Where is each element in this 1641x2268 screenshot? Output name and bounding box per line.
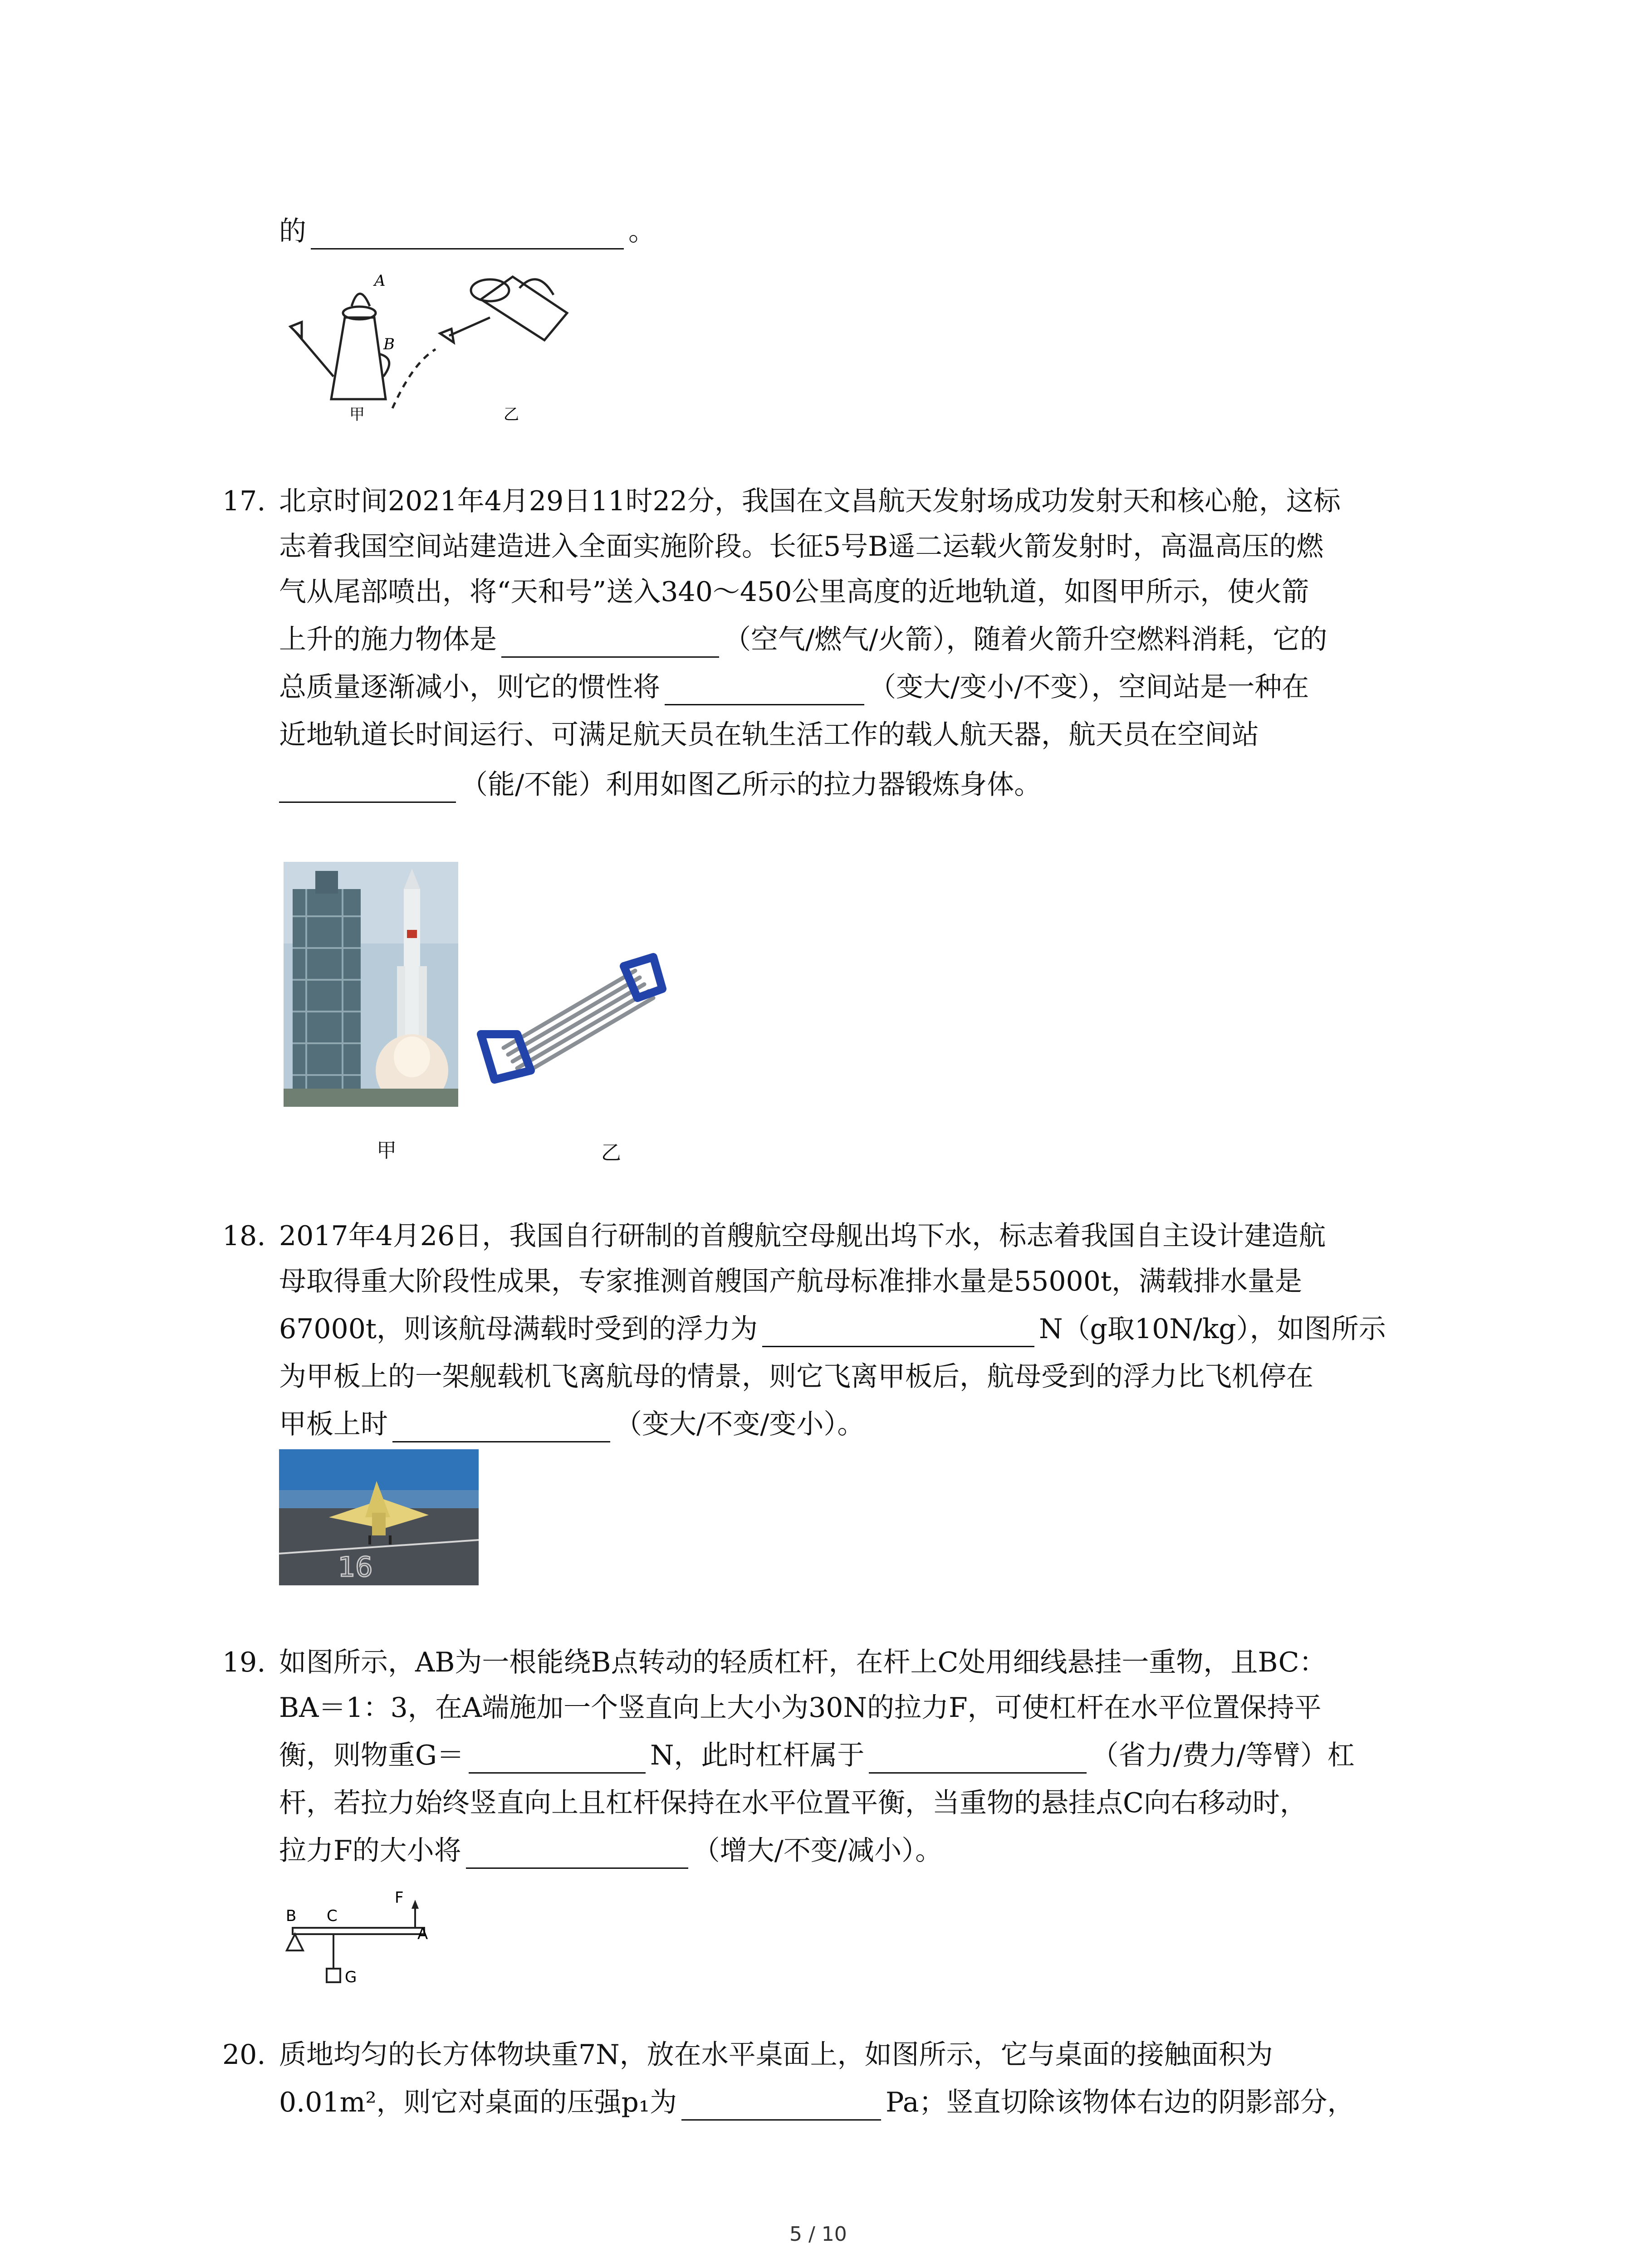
q17-number: 17. <box>222 485 266 517</box>
q19-line-2: BA＝1：3，在A端施加一个竖直向上大小为30N的拉力F，可使杠杆在水平位置保持平 <box>279 1692 1322 1724</box>
q16-tail-line <box>279 213 656 249</box>
q17-line-2: 志着我国空间站建造进入全面实施阶段。长征5号B遥二运载火箭发射时，高温高压的燃 <box>279 531 1324 562</box>
q18-line-5-b: （变大/不变/变小）。 <box>615 1408 865 1440</box>
q18-line-3-b: N（g取10N/kg），如图所示 <box>1038 1313 1386 1345</box>
q16-label-jia: 甲 <box>349 406 365 424</box>
q19-line-4: 杆，若拉力始终竖直向上且杠杆保持在水平位置平衡，当重物的悬挂点C向右移动时， <box>279 1787 1307 1819</box>
q20-line-1: 质地均匀的长方体物块重7N，放在水平桌面上，如图所示，它与桌面的接触面积为 <box>279 2039 1273 2071</box>
q17-blank-1[interactable] <box>501 628 719 658</box>
q19-line-5 <box>279 1833 942 1869</box>
q19-lever-diagram <box>281 1882 445 1987</box>
q17-line-4-b: （空气/燃气/火箭），随着火箭升空燃料消耗，它的 <box>724 624 1327 655</box>
q20-line-2 <box>279 2084 1354 2121</box>
q19-number: 19. <box>222 1647 266 1678</box>
q18-line-2: 母取得重大阶段性成果，专家推测首艘国产航母标准排水量是55000t，满载排水量是 <box>279 1266 1302 1297</box>
q16-label-a: A <box>374 272 386 290</box>
q20-line-2-b: Pa；竖直切除该物体右边的阴影部分， <box>886 2087 1355 2118</box>
q20-line-2-a: 0.01m²，则它对桌面的压强p₁为 <box>279 2087 677 2118</box>
q17-line-3: 气从尾部喷出，将“天和号”送入340～450公里高度的近地轨道，如图甲所示，使火箭 <box>279 576 1309 608</box>
q17-rocket-photo <box>284 862 458 1107</box>
q19-line-3 <box>279 1737 1355 1774</box>
q17-blank-3[interactable] <box>279 773 456 803</box>
q19-blank-2[interactable] <box>869 1744 1087 1774</box>
q19-blank-3[interactable] <box>466 1839 688 1869</box>
q17-line-4 <box>279 621 1327 658</box>
q16-label-b: B <box>383 335 395 353</box>
q16-tail-suffix: 。 <box>628 215 656 247</box>
q17-caption-jia: 甲 <box>377 1139 397 1162</box>
q18-blank-2[interactable] <box>392 1413 610 1442</box>
q17-line-5-b: （变大/变小/不变），空间站是一种在 <box>869 671 1309 703</box>
q18-line-5-a: 甲板上时 <box>279 1408 388 1440</box>
q19-label-f: F <box>395 1889 404 1907</box>
q17-line-4-a: 上升的施力物体是 <box>279 624 497 655</box>
q19-line-5-a: 拉力F的大小将 <box>279 1835 461 1867</box>
q17-line-7-b: （能/不能）利用如图乙所示的拉力器锻炼身体。 <box>460 769 1042 801</box>
q19-line-1: 如图所示，AB为一根能绕B点转动的轻质杠杆，在杆上C处用细线悬挂一重物，且BC： <box>279 1647 1327 1678</box>
q17-line-5 <box>279 669 1309 705</box>
page-number: 5 / 10 <box>789 2223 847 2246</box>
q17-line-1: 北京时间2021年4月29日11时22分，我国在文昌航天发射场成功发射天和核心舱，这标 <box>279 485 1341 517</box>
q16-watering-can-figure <box>277 263 603 426</box>
q17-blank-2[interactable] <box>665 676 864 705</box>
q18-line-3-a: 67000t，则该航母满载时受到的浮力为 <box>279 1313 758 1345</box>
q19-label-c: C <box>327 1907 338 1925</box>
q17-caption-yi: 乙 <box>601 1141 621 1164</box>
q18-line-4: 为甲板上的一架舰载机飞离航母的情景，则它飞离甲板后，航母受到的浮力比飞机停在 <box>279 1361 1313 1393</box>
q17-chest-expander-photo <box>467 943 667 1093</box>
q18-line-1: 2017年4月26日，我国自行研制的首艘航空母舰出坞下水，标志着我国自主设计建造航 <box>279 1220 1326 1252</box>
q17-line-6: 近地轨道长时间运行、可满足航天员在轨生活工作的载人航天器，航天员在空间站 <box>279 719 1259 751</box>
q18-number: 18. <box>222 1220 266 1252</box>
q18-carrier-jet-photo <box>279 1449 479 1585</box>
q17-line-7 <box>279 767 1041 803</box>
q19-label-a: A <box>417 1925 428 1943</box>
q19-blank-1[interactable] <box>469 1744 646 1774</box>
q18-line-5 <box>279 1406 864 1442</box>
svg-text:16: 16 <box>338 1551 373 1583</box>
q19-line-3-a: 衡，则物重G＝ <box>279 1740 464 1771</box>
q16-label-yi: 乙 <box>504 406 519 424</box>
q18-blank-1[interactable] <box>762 1318 1034 1347</box>
q17-line-5-a: 总质量逐渐减小，则它的惯性将 <box>279 671 660 703</box>
q19-line-3-c: （省力/费力/等臂）杠 <box>1091 1740 1355 1771</box>
q16-tail-prefix: 的 <box>279 215 306 247</box>
q20-blank-1[interactable] <box>681 2091 881 2121</box>
q16-answer-blank[interactable] <box>311 220 624 249</box>
q19-line-5-b: （增大/不变/减小）。 <box>692 1835 943 1867</box>
q19-label-g: G <box>345 1968 357 1986</box>
q20-number: 20. <box>222 2039 266 2071</box>
q18-line-3 <box>279 1311 1386 1347</box>
q19-line-3-b: N，此时杠杆属于 <box>650 1740 865 1771</box>
q19-label-b: B <box>286 1907 297 1925</box>
